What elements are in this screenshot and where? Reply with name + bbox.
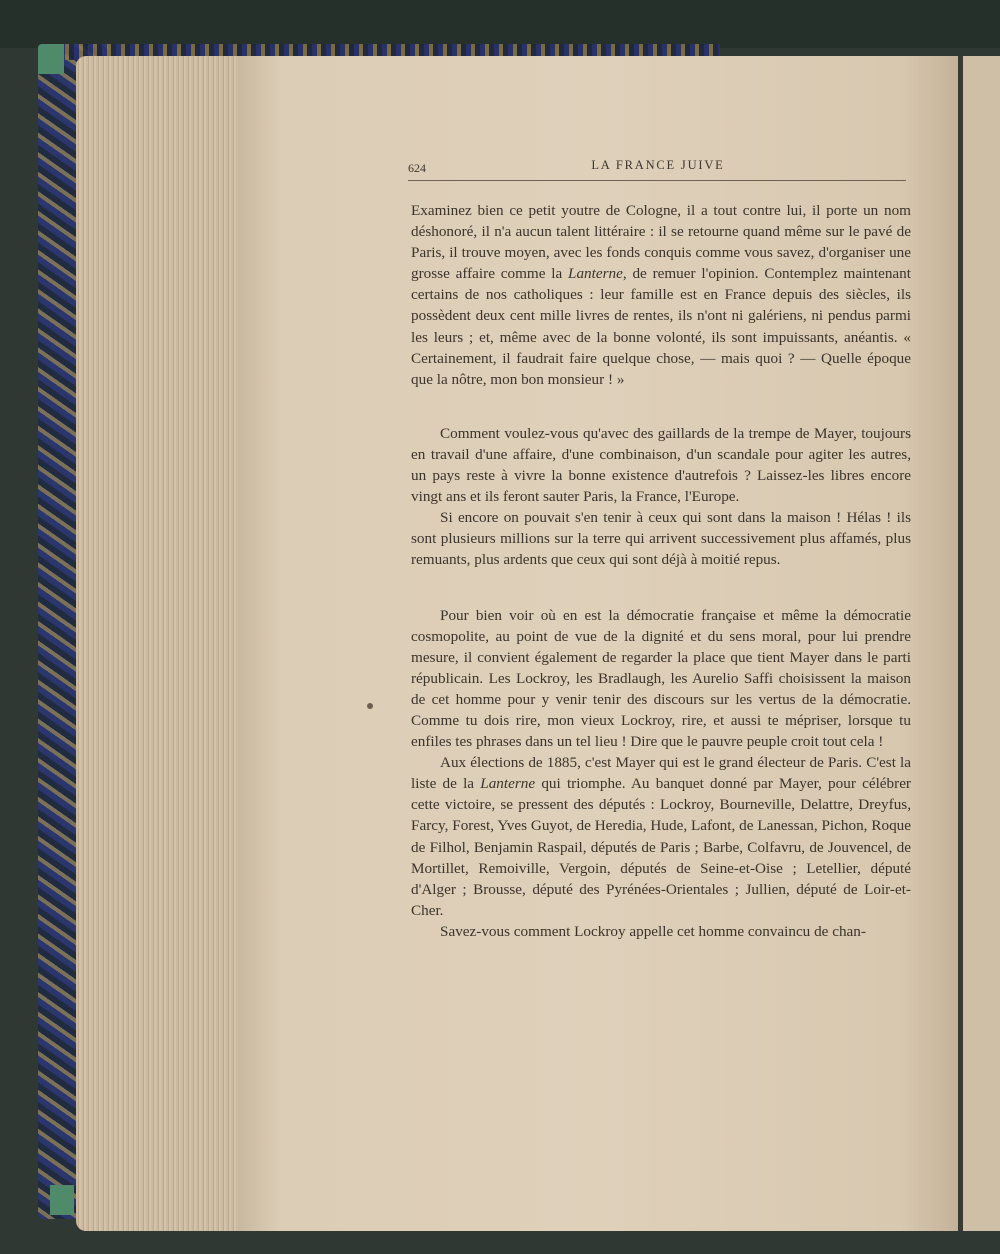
facing-page-edge (958, 56, 1000, 1231)
paragraph-1-text-a: Examinez bien ce petit youtre de Cologne, il a tout contre lui, il porte un nom déshonoré, il n'a aucun talent littéraire : il se retourne quand même sur le pavé de Paris, il trouve moyen, avec les fonds conquis comme vous savez, d'organiser une grosse affaire comme la (411, 202, 911, 283)
paragraph-5-text-a: Aux élections de 1885, c'est Mayer qui est le grand électeur de Paris. C'est la liste de la (411, 754, 911, 793)
paragraph-5 (411, 752, 911, 921)
cover-corner-bottom (50, 1185, 74, 1215)
paragraph-5-text-b: qui triomphe. Au banquet donné par Mayer, pour célébrer cette victoire, se pressent des députés : Lockroy, Bourneville, Delattre, Dreyfus, Farcy, Forest, Yves Guyot, de Heredia, Hude, Lafont, de Lanessan, Pichon, Roque de Filhol, Benjamin Raspail, députés de Paris ; Barbe, Colfavru, de Jouvencel, de Mortillet, Remoiville, Vergoin, députés de Seine-et-Oise ; Letellier, député d'Alger ; Brousse, député des Pyrénées-Orientales ; Jullien, député de Loir-et-Cher. (411, 775, 911, 919)
paragraph-5-title-lanterne: Lanterne (480, 775, 536, 793)
paragraph-4: Pour bien voir où en est la démocratie française et même la démocratie cosmopolite, au point de vue de la dignité et du sens moral, pour lui prendre mesure, il convient également de regarder la place que tient Mayer dans le parti républicain. Les Lockroy, les Bradlaugh, les Aurelio Saffi choisissent la maison de cet homme pour y venir tenir des discours sur les vertus de la démocratie. Comme tu dois rire, mon vieux Lockroy, rire, et aussi te mépriser, lorsque tu enfiles tes phrases dans un tel lieu ! Dire que le pauvre peuple croit tout cela ! (411, 606, 911, 751)
running-header (408, 152, 906, 181)
page-body (411, 200, 911, 942)
running-title: LA FRANCE JUIVE (591, 158, 725, 172)
paragraph-1 (411, 200, 911, 390)
paragraph-2: Comment voulez-vous qu'avec des gaillards de la trempe de Mayer, toujours en travail d'une affaire, d'une combinaison, d'un scandale pour agiter les autres, un pays reste à vivre la bonne existence d'autrefois ? Laissez-les libres encore vingt ans et ils feront sauter Paris, la France, l'Europe. (411, 424, 911, 506)
page-number: 624 (408, 161, 426, 175)
paragraph-3: Si encore on pouvait s'en tenir à ceux qui sont dans la maison ! Hélas ! ils sont plusieurs millions sur la terre qui arrivent successivement plus affamés, plus remuants, plus ardents que ceux qui sont déjà à moitié repus. (411, 509, 911, 569)
ink-speck (367, 703, 373, 709)
paragraph-1-title-lanterne: Lanterne (568, 265, 623, 283)
page-stack-edges (76, 56, 251, 1231)
paragraph-1-text-b: , de remuer l'opinion. Contemplez maintenant certains de nos catholiques : leur famille est en France depuis des siècles, ils possèdent deux cent mille livres de rentes, ils n'ont ni galériens, ni pendus parmi les leurs ; et, même avec de la bonne volonté, ils sont impuissants, anéantis. « Certainement, il faudrait faire quelque chose, — mais quoi ? — Quelle époque que la nôtre, mon bon monsieur ! » (411, 265, 911, 388)
background-top (0, 0, 1000, 48)
cover-corner-top (38, 44, 64, 74)
paragraph-6: Savez-vous comment Lockroy appelle cet homme convaincu de chan- (440, 922, 866, 940)
